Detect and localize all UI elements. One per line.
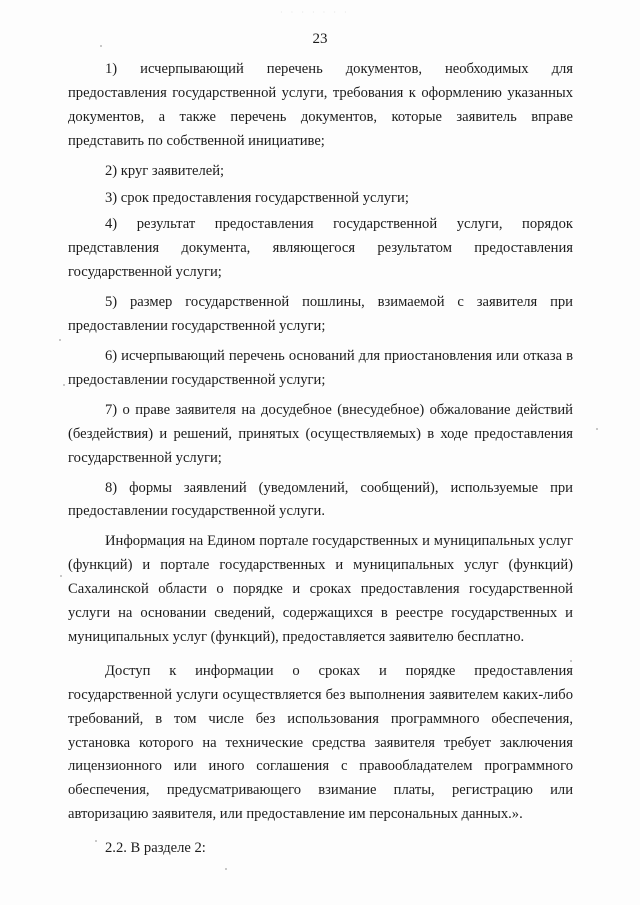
scan-artifact-header: · · · · · · · <box>280 8 350 17</box>
paragraph-portal-info: Информация на Едином портале государственных и муниципальных услуг (функций) и портале государственных и муниципальных услуг (функций) Сахалинской области о порядке и сроках предоставления государственной услуги на основании сведений, содержащихся в реестре государственных и муниципальных услуг (функций), предоставляется заявителю бесплатно. <box>68 533 573 645</box>
paragraph-item-5: 5) размер государственной пошлины, взимаемой с заявителя при предоставлении государственной услуги; <box>68 294 573 335</box>
paragraph-item-7: 7) о праве заявителя на досудебное (внесудебное) обжалование действий (бездействия) и решений, принятых (осуществляемых) в ходе предоставления государственной услуги; <box>68 401 573 466</box>
scan-speck <box>95 840 97 842</box>
document-body <box>68 58 573 861</box>
scan-speck <box>570 660 572 662</box>
paragraph-item-4: 4) результат предоставления государственной услуги, порядок представления документа, являющегося результатом предоставления государственной услуги; <box>68 216 573 281</box>
paragraph-section-2-2: 2.2. В разделе 2: <box>105 840 206 857</box>
scan-speck <box>59 339 61 341</box>
scan-speck <box>225 868 227 870</box>
paragraph-item-8: 8) формы заявлений (уведомлений, сообщений), используемые при предоставлении государственной услуги. <box>68 479 573 520</box>
page-number: 23 <box>312 31 328 47</box>
paragraph-item-6: 6) исчерпывающий перечень оснований для приостановления или отказа в предоставлении государственной услуги; <box>68 347 573 388</box>
scan-speck <box>63 384 65 386</box>
paragraph-access-info: Доступ к информации о сроках и порядке предоставления государственной услуги осуществляется без выполнения заявителем каких-либо требований, в том числе без использования программного обеспечения, установка которого на технические средства заявителя требует заключения лицензионного или иного соглашения с правообладателем программного обеспечения, предусматривающего взимание платы, регистрацию или авторизацию заявителя, или предоставление им персональных данных.». <box>68 662 573 823</box>
paragraph-item-1: 1) исчерпывающий перечень документов, необходимых для предоставления государственной услуги, требования к оформлению указанных документов, а также перечень документов, которые заявитель вправе представить по собственной инициативе; <box>68 61 573 149</box>
paragraph-item-2: 2) круг заявителей; <box>105 162 225 179</box>
paragraph-item-3: 3) срок предоставления государственной услуги; <box>105 189 409 206</box>
scan-speck <box>100 45 102 47</box>
scan-speck <box>60 575 62 577</box>
scan-speck <box>596 428 598 430</box>
